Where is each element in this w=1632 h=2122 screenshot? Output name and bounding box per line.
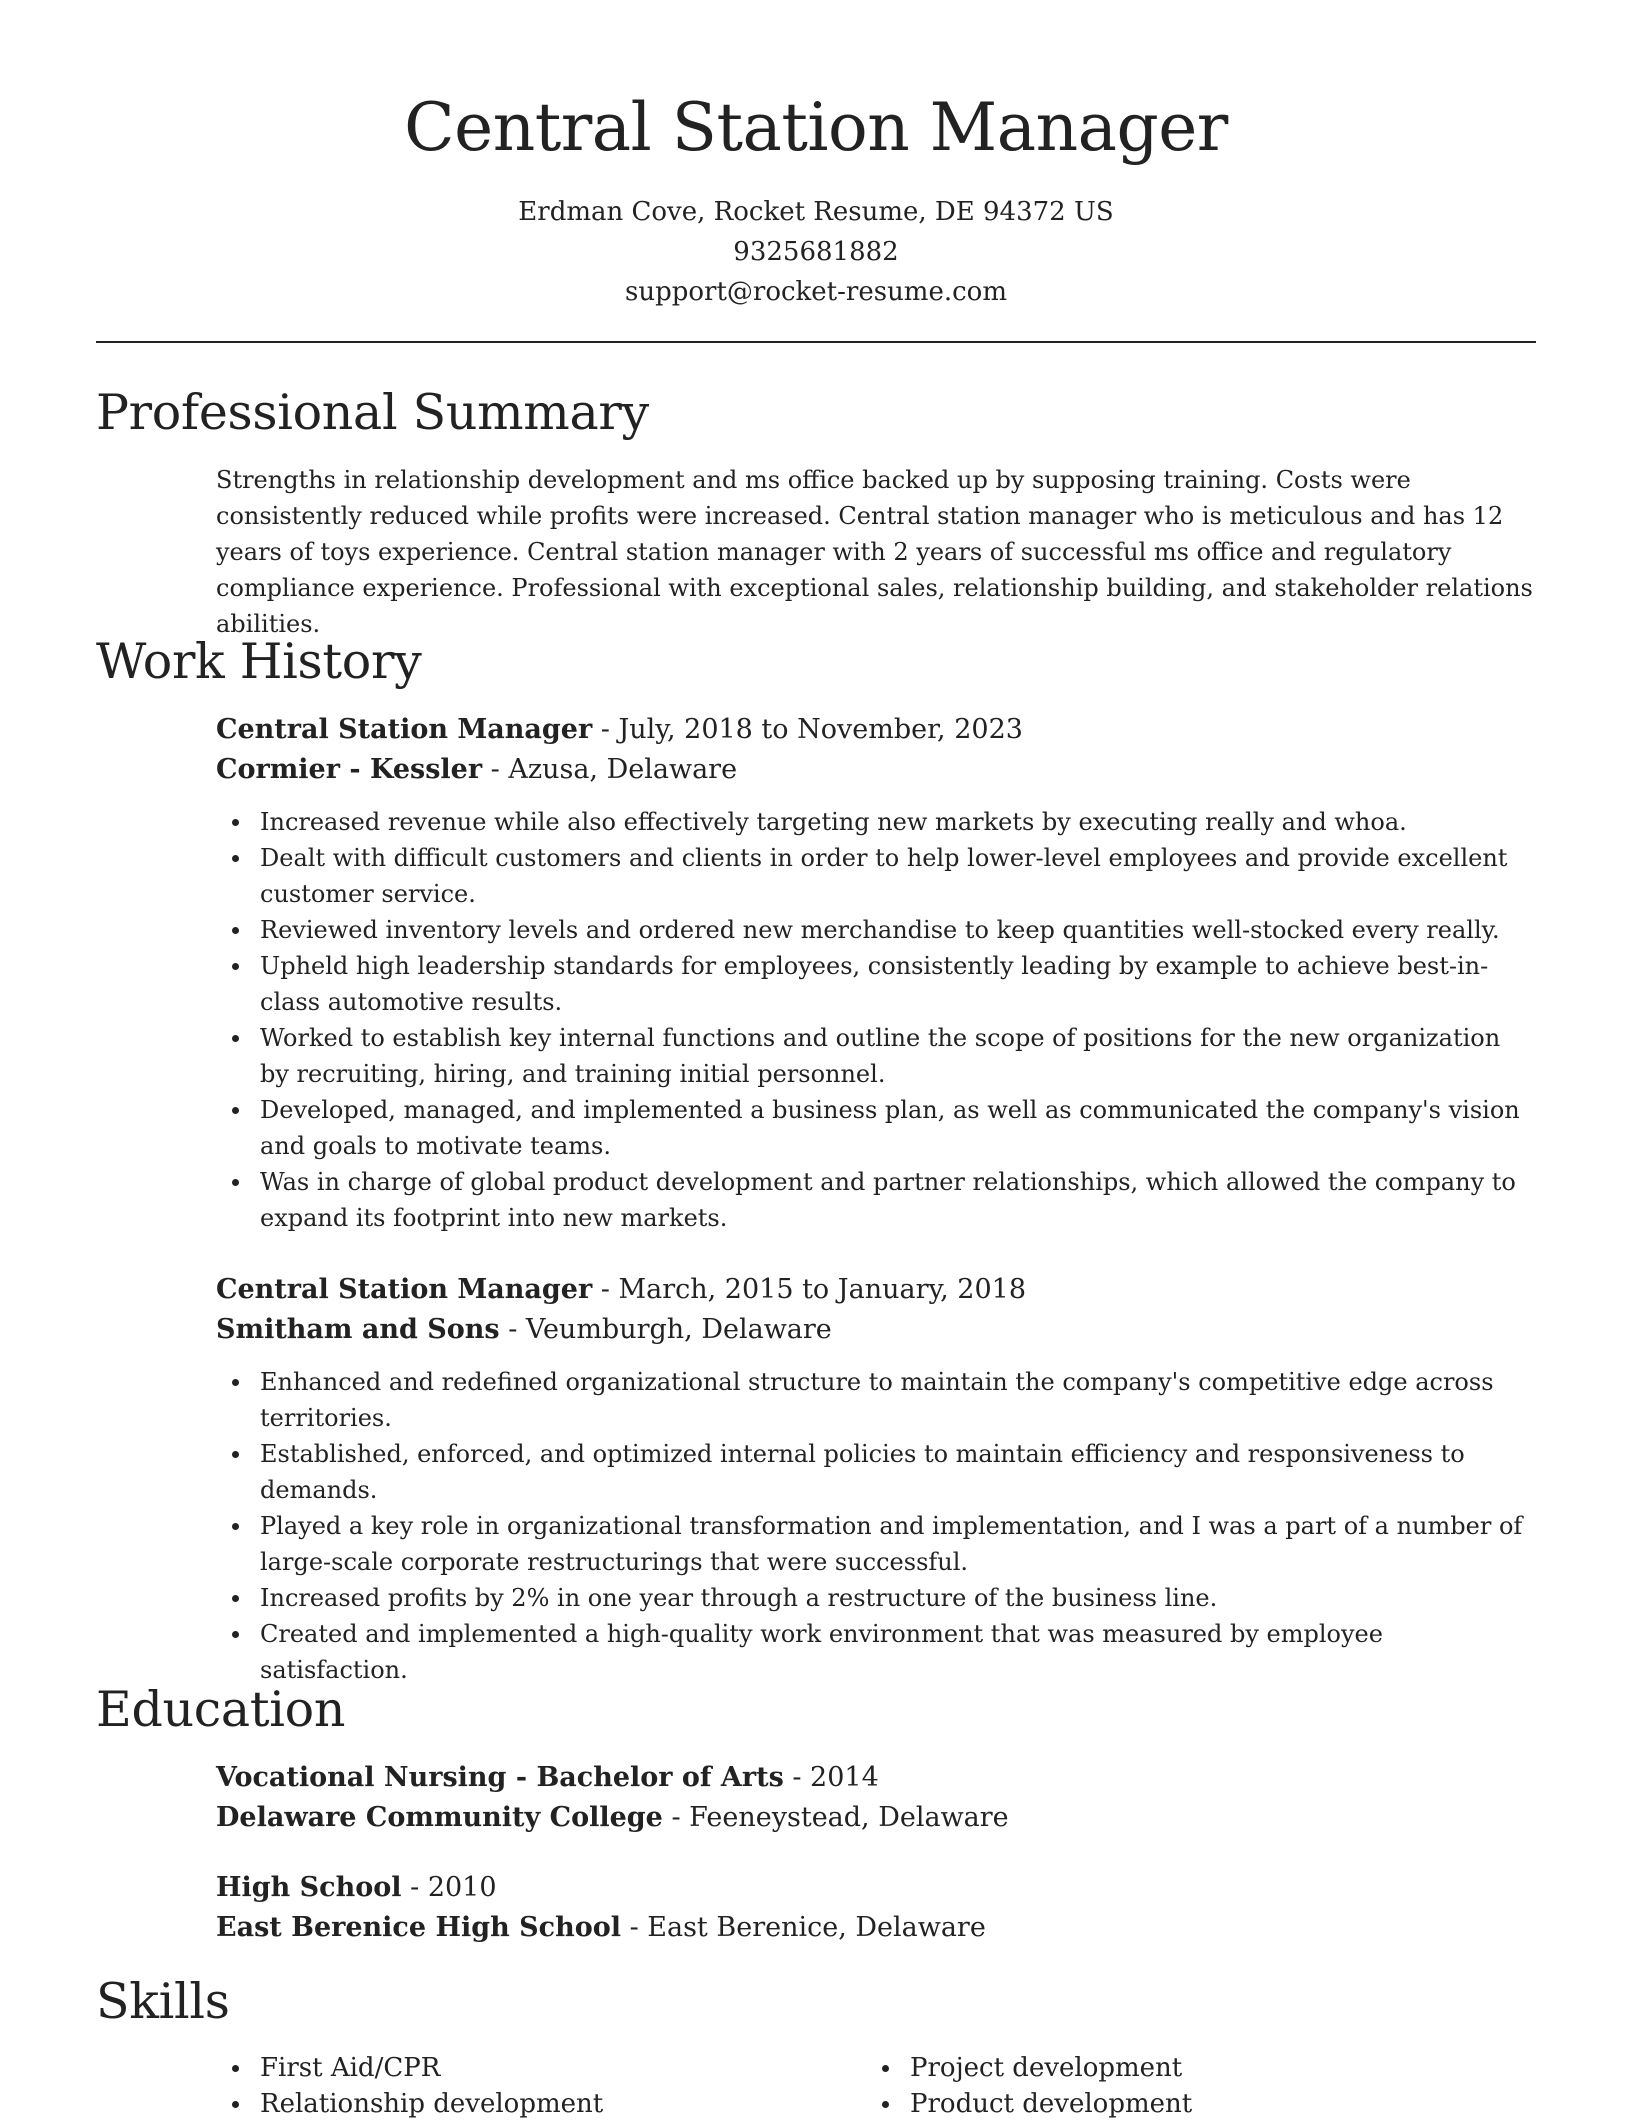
job-1-company: Cormier - Kessler: [216, 754, 483, 785]
skills-column-left: [216, 2050, 816, 2122]
list-item: Relationship development: [260, 2086, 816, 2122]
list-item: Dealt with difficult customers and clients in order to help lower-level employees and provide excellent customer service.: [260, 840, 1536, 912]
list-item: First Aid/CPR: [260, 2050, 816, 2086]
job-1-dates: - July, 2018 to November, 2023: [592, 714, 1023, 745]
list-item: Was in charge of global product development and partner relationships, which allowed the company to expand its footprint into new markets.: [260, 1164, 1536, 1236]
job-2-company: Smitham and Sons: [216, 1314, 500, 1345]
education-2-year: - 2010: [401, 1872, 497, 1903]
job-1-company-line: [216, 750, 1536, 790]
job-2-dates: - March, 2015 to January, 2018: [592, 1274, 1027, 1305]
list-item: Increased profits by 2% in one year through a restructure of the business line.: [260, 1580, 1536, 1616]
list-item: Enhanced and redefined organizational structure to maintain the company's competitive edge across territories.: [260, 1364, 1536, 1436]
education-2-degree: High School: [216, 1872, 402, 1903]
list-item: Developed, managed, and implemented a business plan, as well as communicated the company's vision and goals to motivate teams.: [260, 1092, 1536, 1164]
summary-text: Strengths in relationship development and ms office backed up by supposing training. Costs were consistently reduced while profits were increased. Central station manager who is meticulous and has 12 years of toys experience. Central station manager with 2 years of successful ms office and regulatory compliance experience. Professional with exceptional sales, relationship building, and stakeholder relations abilities.: [216, 466, 1533, 638]
header-divider: [96, 341, 1536, 343]
job-2-role: Central Station Manager: [216, 1274, 593, 1305]
job-2-location: - Veumburgh, Delaware: [499, 1314, 832, 1345]
education-2-location: - East Berenice, Delaware: [620, 1912, 986, 1943]
education-1-school: Delaware Community College: [216, 1802, 663, 1833]
education-2-school-line: [216, 1908, 1536, 1948]
job-1-location: - Azusa, Delaware: [482, 754, 738, 785]
candidate-name: Central Station Manager: [404, 89, 1228, 166]
contact-email: support@rocket-resume.com: [624, 277, 1007, 307]
list-item: Created and implemented a high-quality work environment that was measured by employee satisfaction.: [260, 1616, 1536, 1688]
education-2-school: East Berenice High School: [216, 1912, 621, 1943]
skills-column-right: [866, 2050, 1466, 2122]
contact-phone: 9325681882: [733, 237, 899, 267]
list-item: Played a key role in organizational transformation and implementation, and I was a part of a number of large-scale corporate restructurings that were successful.: [260, 1508, 1536, 1580]
education-heading: Education: [96, 1681, 346, 1738]
education-2-degree-line: [216, 1868, 1536, 1908]
education-1-location: - Feeneystead, Delaware: [662, 1802, 1009, 1833]
resume-header: [96, 78, 1536, 312]
contact-address: Erdman Cove, Rocket Resume, DE 94372 US: [518, 197, 1114, 227]
job-2-title-line: [216, 1270, 1536, 1310]
job-1-title-line: [216, 710, 1536, 750]
list-item: Increased revenue while also effectively targeting new markets by executing really and whoa.: [260, 804, 1536, 840]
summary-heading: Professional Summary: [96, 384, 649, 441]
job-1-bullets: [216, 804, 1536, 1236]
education-1-year: - 2014: [783, 1762, 879, 1793]
job-1-role: Central Station Manager: [216, 714, 593, 745]
education-1-school-line: [216, 1798, 1536, 1838]
list-item: Project development: [910, 2050, 1466, 2086]
list-item: Product development: [910, 2086, 1466, 2122]
list-item: Reviewed inventory levels and ordered new merchandise to keep quantities well-stocked every really.: [260, 912, 1536, 948]
education-1-degree-line: [216, 1758, 1536, 1798]
skills-heading: Skills: [96, 1973, 230, 2030]
list-item: Worked to establish key internal functions and outline the scope of positions for the new organization by recruiting, hiring, and training initial personnel.: [260, 1020, 1536, 1092]
education-1-degree: Vocational Nursing - Bachelor of Arts: [216, 1762, 784, 1793]
work-history-heading: Work History: [96, 633, 422, 690]
list-item: Upheld high leadership standards for employees, consistently leading by example to achieve best-in-class automotive results.: [260, 948, 1536, 1020]
job-2-company-line: [216, 1310, 1536, 1350]
list-item: Established, enforced, and optimized internal policies to maintain efficiency and responsiveness to demands.: [260, 1436, 1536, 1508]
job-2-bullets: [216, 1364, 1536, 1688]
